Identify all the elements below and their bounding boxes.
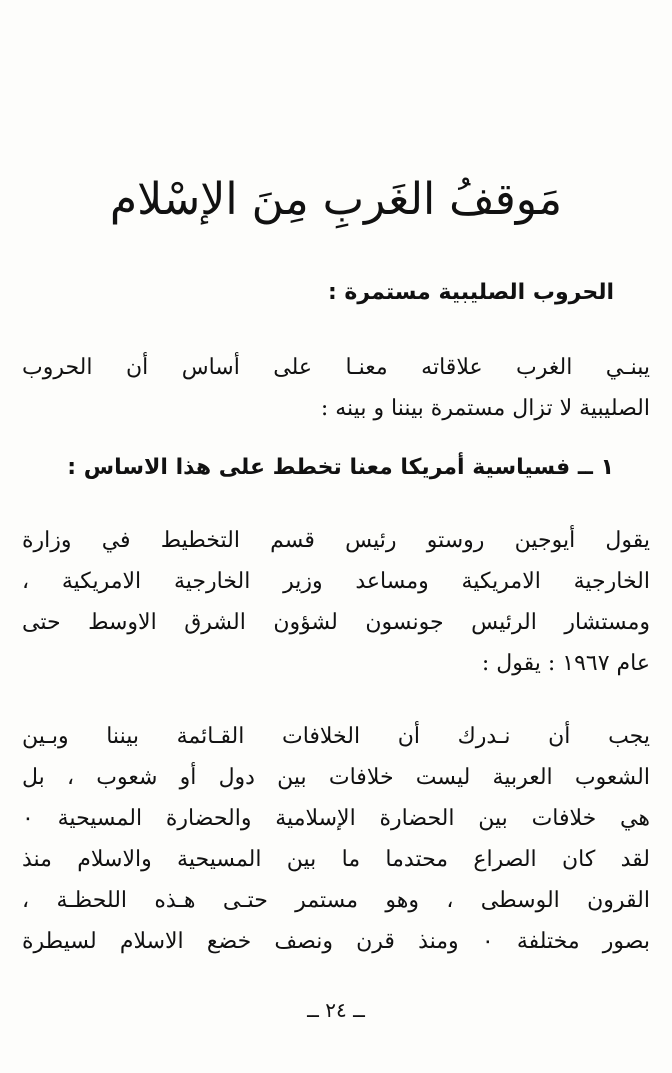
subheading: ١ ــ فسياسية أمريكا معنا تخطط على هذا الاساس : <box>67 455 614 480</box>
paragraph-line: ومستشار الرئيس جونسون لشؤون الشرق الاوسط حتى <box>22 610 650 635</box>
paragraph-line: يبنـي الغرب علاقاته معنـا على أساس أن الحروب <box>22 355 650 380</box>
paragraph-line: القرون الوسطى ، وهو مستمر حتـى هـذه اللحظـة ، <box>22 888 650 913</box>
paragraph-line: لقد كان الصراع محتدما ما بين المسيحية والاسلام منذ <box>22 847 650 872</box>
paragraph-line: الخارجية الامريكية ومساعد وزير الخارجية الامريكية ، <box>22 569 650 594</box>
page-number: ــ ٢٤ ــ <box>307 998 365 1022</box>
intro-paragraph <box>22 347 650 429</box>
paragraph-line: بصور مختلفة ٠ ومنذ قرن ونصف خضع الاسلام لسيطرة <box>22 929 650 954</box>
page-title: مَوقفُ الغَربِ مِنَ الإسْلام <box>109 174 563 225</box>
paragraph-line: يجب أن نـدرك أن الخلافات القـائمة بيننا وبـين <box>22 724 650 749</box>
quote-intro-paragraph <box>22 520 650 684</box>
paragraph-line: هي خلافات بين الحضارة الإسلامية والحضارة المسيحية ٠ <box>22 806 650 831</box>
section-heading: الحروب الصليبية مستمرة : <box>327 280 614 305</box>
paragraph-line: الشعوب العربية ليست خلافات بين دول أو شعوب ، بل <box>22 765 650 790</box>
paragraph-line: يقول أيوجين روستو رئيس قسم التخطيط في وزارة <box>22 528 650 553</box>
paragraph-line: عام ١٩٦٧ : يقول : <box>481 651 650 676</box>
paragraph-line: الصليبية لا تزال مستمرة بيننا و بينه : <box>320 396 650 421</box>
quote-paragraph <box>22 716 650 962</box>
